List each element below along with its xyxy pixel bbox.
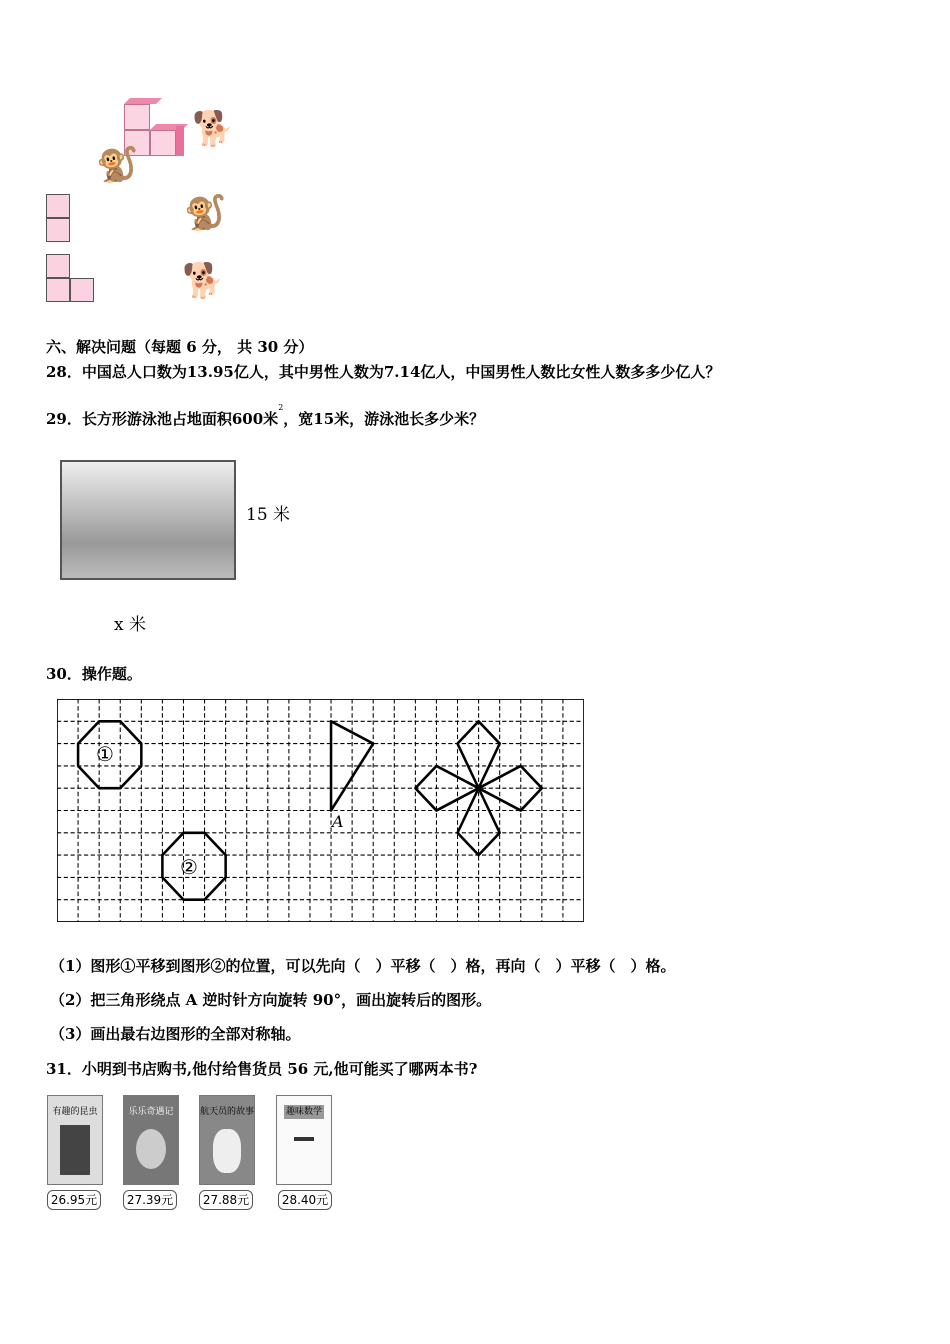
- book-price: 26.95元: [47, 1190, 101, 1210]
- grid-figure: [57, 699, 584, 922]
- book-title: 乐乐奇遇记: [128, 1107, 174, 1117]
- label-shape-1: ①: [96, 742, 114, 766]
- book-price: 27.88元: [199, 1190, 253, 1210]
- book-price: 28.40元: [278, 1190, 332, 1210]
- label-point-a: A: [332, 812, 344, 831]
- question-28: 28．中国总人口数为13.95亿人，其中男性人数为7.14亿人，中国男性人数比女性人数多多少亿人？: [46, 363, 721, 381]
- book-title: 趣味数学: [285, 1107, 322, 1117]
- book-cover: [276, 1095, 332, 1185]
- dog-icon: 🐕: [182, 261, 225, 301]
- question-29: [46, 403, 485, 429]
- question-30-3: （3）画出最右边图形的全部对称轴。: [50, 1025, 301, 1043]
- question-30-2: （2）把三角形绕点 A 逆时针方向旋转 90°，画出旋转后的图形。: [50, 991, 492, 1009]
- question-31: 31．小明到书店购书,他付给售货员 56 元,他可能买了哪两本书?: [46, 1060, 478, 1078]
- book-cover: [123, 1095, 179, 1185]
- width-label: 15 米: [246, 505, 291, 525]
- superscript: 2: [278, 403, 284, 412]
- pool-image: [60, 460, 236, 580]
- monkey-icon: 🐒: [184, 193, 227, 233]
- dog-icon: 🐕: [192, 109, 235, 149]
- question-30-1: （1）图形①平移到图形②的位置，可以先向（ ）平移（ ）格，再向（ ）平移（ ）格。: [50, 957, 676, 975]
- length-label: x 米: [114, 615, 146, 635]
- section-heading: 六、解决问题（每题 6 分， 共 30 分）: [46, 338, 314, 356]
- label-shape-2: ②: [180, 855, 198, 879]
- q29-text-a: 29．长方形游泳池占地面积600米: [46, 410, 279, 428]
- book-price: 27.39元: [123, 1190, 177, 1210]
- book-cover: [47, 1095, 103, 1185]
- book-cover: [199, 1095, 255, 1185]
- book-title: 有趣的昆虫: [52, 1107, 98, 1117]
- q29-text-b: ，宽15米，游泳池长多少米？: [283, 410, 485, 428]
- question-30-title: 30．操作题。: [46, 665, 142, 683]
- monkey-icon: 🐒: [96, 145, 139, 185]
- book-title: 航天员的故事: [200, 1107, 255, 1117]
